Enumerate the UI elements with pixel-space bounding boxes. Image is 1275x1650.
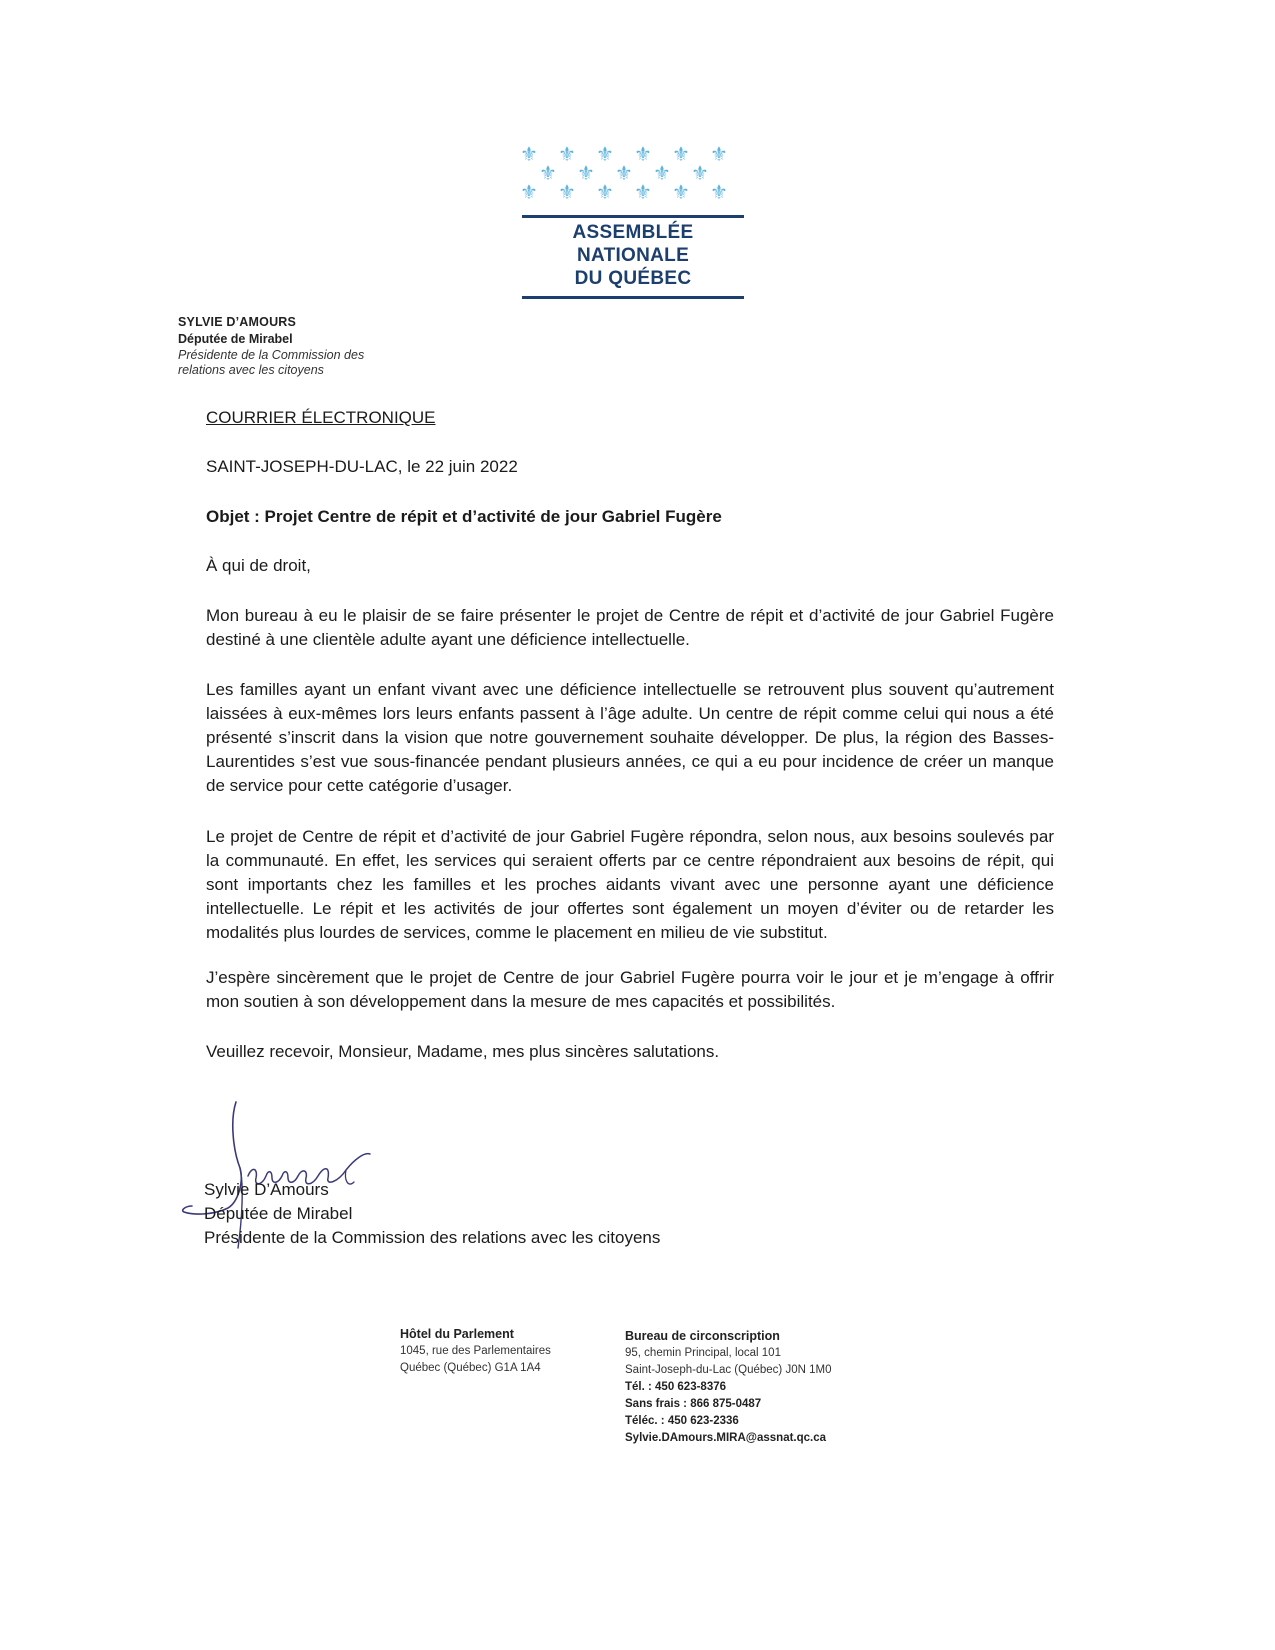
closing-line: Veuillez recevoir, Monsieur, Madame, mes plus sincères salutations. bbox=[206, 1042, 720, 1061]
footer-office-tollfree: Sans frais : 866 875-0487 bbox=[625, 1398, 762, 1410]
logo-bottom-rule bbox=[522, 296, 744, 299]
subject-line: Objet : Projet Centre de répit et d’activité de jour Gabriel Fugère bbox=[206, 507, 722, 526]
footer-office-email[interactable]: Sylvie.DAmours.MIRA@assnat.qc.ca bbox=[625, 1432, 827, 1444]
footer-parliament-title: Hôtel du Parlement bbox=[400, 1327, 514, 1341]
fleur-de-lis-icon: ⚜ bbox=[710, 142, 728, 166]
fleur-de-lis-icon: ⚜ bbox=[634, 142, 652, 166]
fleur-de-lis-icon: ⚜ bbox=[520, 142, 538, 166]
salutation: À qui de droit, bbox=[206, 556, 311, 575]
fleur-de-lis-icon: ⚜ bbox=[558, 142, 576, 166]
signatory-name: Sylvie D’Amours bbox=[204, 1180, 329, 1199]
fleur-de-lis-icon: ⚜ bbox=[596, 142, 614, 166]
footer-parliament-line-2: Québec (Québec) G1A 1A4 bbox=[400, 1362, 541, 1374]
paragraph-4: J’espère sincèrement que le projet de Centre de jour Gabriel Fugère pourra voir le jour et je m’engage à offrir mon soutien à son développement dans la mesure de mes capacités et possibilités. bbox=[206, 968, 1054, 1011]
signature-block bbox=[204, 1178, 660, 1250]
fleur-de-lis-icon: ⚜ bbox=[558, 180, 576, 204]
fleur-de-lis-icon: ⚜ bbox=[615, 161, 633, 185]
footer-office-phone: Tél. : 450 623-8376 bbox=[625, 1381, 727, 1393]
signatory-presidency: Présidente de la Commission des relations avec les citoyens bbox=[204, 1228, 661, 1247]
fleur-de-lis-pattern bbox=[520, 143, 746, 207]
paragraph-2: Les familles ayant un enfant vivant avec une déficience intellectuelle se retrouvent plus souvent qu’autrement laissées à eux-mêmes lors leurs enfants passent à l’âge adulte. Un centre de répit comme celui qui nous a été présenté s’inscrit dans la vision que notre gouvernement souhaite développer. De plus, la région des Basses-Laurentides s’est vue sous-financée pendant plusieurs années, ce qui a eu pour incidence de créer un manque de service pour cette catégorie d’usager. bbox=[206, 680, 1054, 795]
sender-block bbox=[178, 314, 408, 378]
fleur-de-lis-icon: ⚜ bbox=[577, 161, 595, 185]
footer-office-address bbox=[625, 1328, 831, 1447]
logo-line-1: ASSEMBLÉE NATIONALE bbox=[572, 222, 694, 266]
fleur-de-lis-icon: ⚜ bbox=[653, 161, 671, 185]
footer-parliament-address bbox=[400, 1326, 551, 1377]
sender-role: Députée de Mirabel bbox=[178, 332, 293, 346]
sender-presidency: Présidente de la Commission des relations avec les citoyens bbox=[178, 348, 365, 377]
fleur-de-lis-icon: ⚜ bbox=[634, 180, 652, 204]
signatory-role: Députée de Mirabel bbox=[204, 1204, 353, 1223]
footer-office-line-2: Saint-Joseph-du-Lac (Québec) J0N 1M0 bbox=[625, 1364, 832, 1376]
fleur-de-lis-icon: ⚜ bbox=[710, 180, 728, 204]
fleur-de-lis-icon: ⚜ bbox=[539, 161, 557, 185]
delivery-method: COURRIER ÉLECTRONIQUE bbox=[206, 408, 436, 427]
footer-office-fax: Téléc. : 450 623-2336 bbox=[625, 1415, 739, 1427]
fleur-de-lis-icon: ⚜ bbox=[672, 142, 690, 166]
fleur-de-lis-icon: ⚜ bbox=[596, 180, 614, 204]
footer-office-title: Bureau de circonscription bbox=[625, 1329, 780, 1343]
footer-office-line-1: 95, chemin Principal, local 101 bbox=[625, 1347, 781, 1359]
paragraph-1: Mon bureau à eu le plaisir de se faire présenter le projet de Centre de répit et d’activité de jour Gabriel Fugère destiné à une clientèle adulte ayant une déficience intellectuelle. bbox=[206, 606, 1054, 649]
sender-name: SYLVIE D’AMOURS bbox=[178, 315, 297, 329]
logo-text bbox=[520, 221, 746, 290]
dateline: SAINT-JOSEPH-DU-LAC, le 22 juin 2022 bbox=[206, 457, 518, 476]
fleur-de-lis-icon: ⚜ bbox=[520, 180, 538, 204]
logo-top-rule bbox=[522, 215, 744, 218]
footer-parliament-line-1: 1045, rue des Parlementaires bbox=[400, 1345, 551, 1357]
logo-line-2: DU QUÉBEC bbox=[574, 268, 692, 289]
fleur-de-lis-icon: ⚜ bbox=[691, 161, 709, 185]
fleur-de-lis-icon: ⚜ bbox=[672, 180, 690, 204]
assemblee-nationale-logo bbox=[520, 143, 746, 299]
paragraph-3: Le projet de Centre de répit et d’activité de jour Gabriel Fugère répondra, selon nous, aux besoins soulevés par la communauté. En effet, les services qui seraient offerts par ce centre répondraient aux besoins de répit, qui sont importants chez les familles et les proches aidants vivant avec une personne ayant une déficience intellectuelle. Le répit et les activités de jour offertes sont également un moyen d’éviter ou de retarder les modalités plus lourdes de services, comme le placement en milieu de vie substitut. bbox=[206, 827, 1054, 942]
